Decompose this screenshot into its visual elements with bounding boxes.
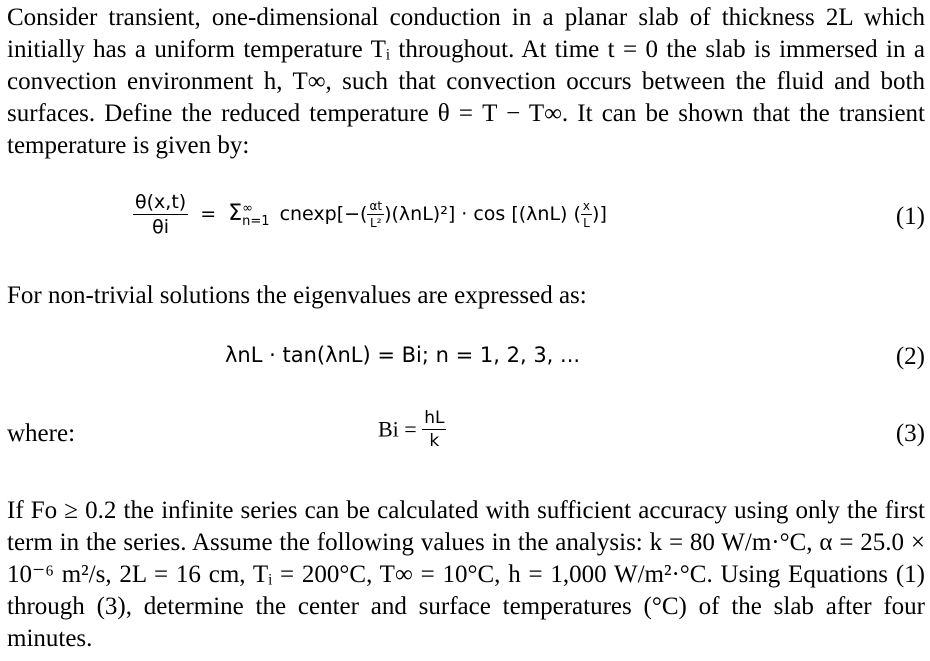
equation-2: λnL · tan(λnL) = Bi; n = 1, 2, 3, ...	[225, 343, 581, 367]
eq1-x-fraction	[581, 199, 592, 230]
eq3-denominator: k	[429, 431, 440, 451]
eq1-body-part2: )(λnL)²] · cos [(λnL) (	[384, 203, 581, 225]
equation-1	[133, 191, 607, 238]
eq3-numerator: hL	[424, 408, 445, 428]
equation-2-number: (2)	[895, 343, 925, 370]
equation-3-row	[0, 408, 930, 478]
eq1-sum-symbol: Σ	[228, 201, 243, 226]
equation-3	[378, 408, 446, 451]
eq1-lhs-fraction	[133, 191, 188, 238]
eq1-lhs-numerator: θ(x,t)	[135, 191, 187, 213]
equation-1-row	[0, 185, 930, 255]
eq1-equals: =	[200, 203, 217, 225]
eq1-body-part1: cnexp[−(	[279, 203, 368, 225]
equation-3-number: (3)	[895, 420, 925, 447]
eq1-x-numerator: x	[582, 199, 591, 213]
where-label: where:	[7, 420, 76, 447]
equation-1-number: (1)	[895, 203, 925, 230]
eq1-lhs-denominator: θi	[152, 216, 170, 238]
eq1-at-denominator: L²	[370, 216, 382, 230]
eq1-x-denominator: L	[583, 216, 590, 230]
eq1-at-fraction	[367, 199, 384, 230]
eq1-body-part3: )]	[592, 203, 607, 225]
eq3-fraction	[422, 408, 446, 451]
problem-intro-paragraph: Consider transient, one-dimensional conduction in a planar slab of thickness 2L which initially has a uniform temperature Tᵢ throughout. At time t = 0 the slab is immersed in a convection environment h, T∞, such that convection occurs between the fluid and both surfaces. Define the reduced temperature θ = T − T∞. It can be shown that the transient temperature is given by:	[7, 4, 925, 159]
eq1-sum-lower: n=1	[242, 213, 270, 229]
equation-2-row	[0, 343, 930, 413]
eq3-lhs: Bi =	[378, 416, 417, 442]
eq1-sum-upper: ∞	[242, 200, 253, 216]
eigenvalue-intro-paragraph: For non-trivial solutions the eigenvalues are expressed as:	[7, 282, 587, 309]
eq1-at-numerator: αt	[369, 199, 383, 213]
problem-statement-paragraph: If Fo ≥ 0.2 the infinite series can be calculated with sufficient accuracy using only the first term in the series. Assume the following values in the analysis: k = 80 W/m·°C, α = 25.0 × 10⁻⁶ m²/s, 2L = 16 cm, Tᵢ = 200°C, T∞ = 10°C, h = 1,000 W/m²·°C. Using Equations (1) through (3), determine the center and surface temperatures (°C) of the slab after four minutes.	[7, 497, 925, 652]
